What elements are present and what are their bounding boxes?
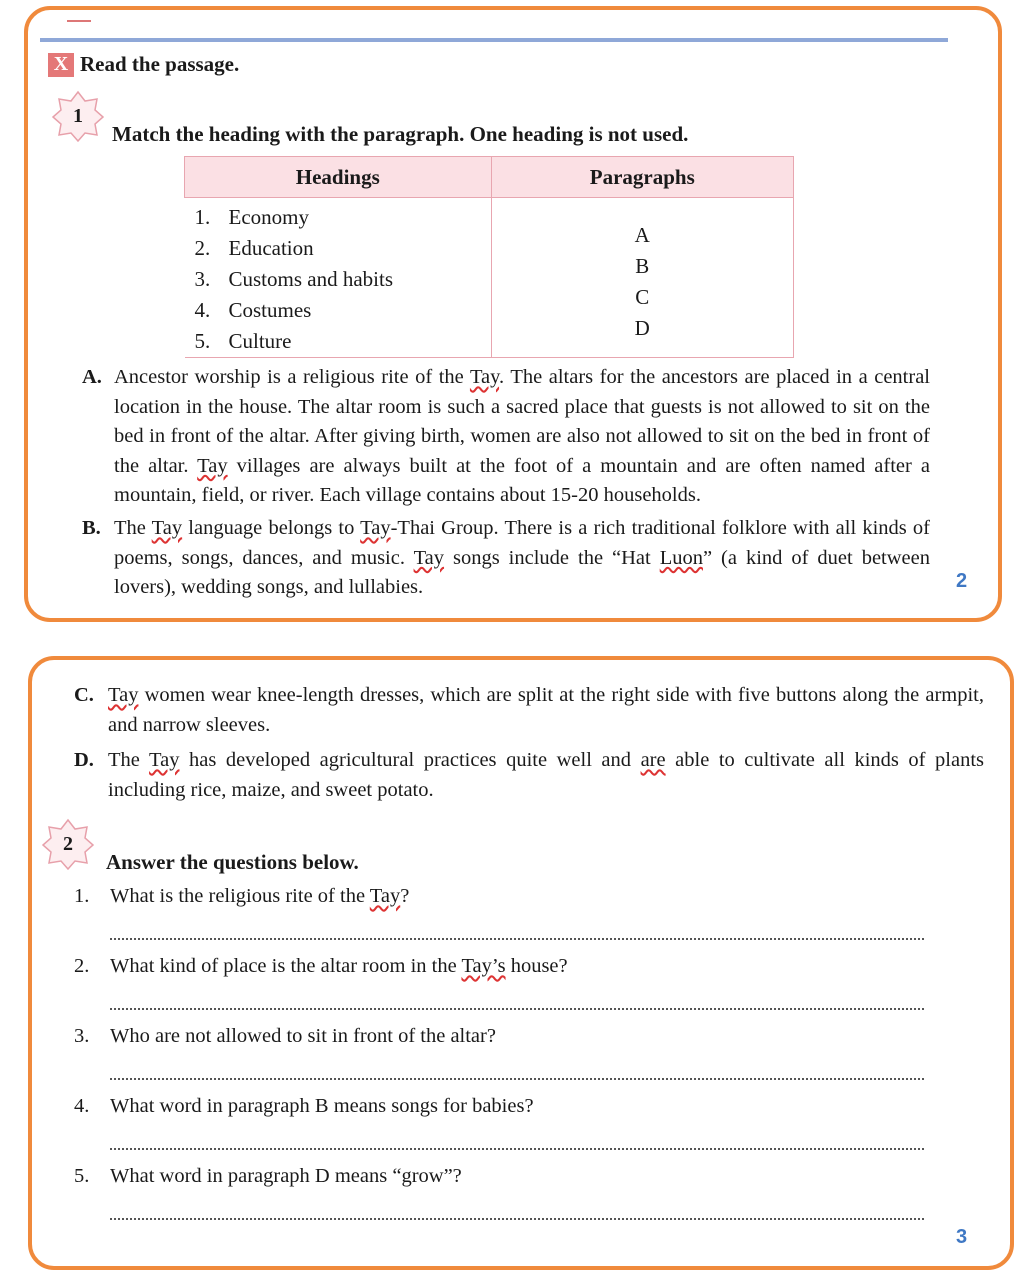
paragraph-d-label: D. — [74, 749, 94, 771]
paragraph-letter: B — [635, 254, 650, 278]
page-number: 2 — [956, 570, 968, 592]
paragraphs-column-header: Paragraphs — [491, 157, 794, 198]
matching-table — [184, 156, 794, 358]
answer-line[interactable] — [110, 936, 924, 940]
heading-item: 2. Education — [194, 236, 314, 260]
paragraph-letter: A — [634, 223, 650, 247]
task-1-instruction: Match the heading with the paragraph. One heading is not used. — [112, 122, 689, 146]
question-5: 5. What word in paragraph D means “grow”? — [74, 1165, 462, 1187]
paragraph-d-text: The Tay has developed agricultural practices quite well and are able to cultivate all kinds of plants including rice, maize, and sweet potato. — [108, 749, 984, 801]
section-title: Read the passage. — [80, 52, 240, 76]
answer-line[interactable] — [110, 1076, 924, 1080]
paragraph-a — [82, 363, 930, 511]
answer-line[interactable] — [110, 1216, 924, 1220]
question-1: 1. What is the religious rite of the Tay? — [74, 885, 410, 907]
section-heading — [48, 52, 239, 77]
paragraph-c-label: C. — [74, 684, 94, 706]
task-2-number: 2 — [63, 832, 73, 855]
question-3: 3. Who are not allowed to sit in front of the altar? — [74, 1025, 496, 1047]
task-2-badge — [42, 818, 94, 870]
paragraph-letter: C — [635, 285, 650, 309]
heading-item: 4. Costumes — [194, 298, 312, 322]
paragraph-a-text: Ancestor worship is a religious rite of the Tay. The altars for the ancestors are placed in a central location in the house. The altar room is such a sacred place that guests is not allowed to sit on the bed in front of the altar. After giving birth, women are also not allowed to sit on the bed in front of the altar. Tay villages are always built at the foot of a mountain and are often named after a mountain, field, or river. Each village contains about 15-20 households. — [114, 366, 930, 506]
heading-item: 3. Customs and habits — [194, 267, 394, 291]
header-rule — [40, 38, 948, 42]
paragraph-b-text: The Tay language belongs to Tay-Thai Group. There is a rich traditional folklore with all kinds of poems, songs, dances, and music. Tay songs include the “Hat Luon” (a kind of duet between lovers), wedding songs, and lullabies. — [114, 517, 930, 598]
section-badge: X — [48, 53, 74, 77]
paragraph-d — [74, 746, 984, 805]
paragraph-letter: D — [634, 316, 650, 340]
paragraph-b-label: B. — [82, 517, 101, 539]
answer-line[interactable] — [110, 1146, 924, 1150]
task-1-badge — [52, 90, 104, 142]
paragraph-c-text: Tay women wear knee-length dresses, which are split at the right side with five buttons along the armpit, and narrow sleeves. — [108, 684, 984, 736]
header-mark — [67, 20, 91, 22]
heading-item: 5. Culture — [194, 329, 292, 353]
task-2-instruction: Answer the questions below. — [106, 850, 359, 874]
paragraphs-cell — [491, 198, 794, 358]
answer-line[interactable] — [110, 1006, 924, 1010]
page-number: 3 — [956, 1226, 968, 1248]
heading-item: 1. Economy — [194, 205, 309, 229]
paragraph-a-label: A. — [82, 366, 102, 388]
headings-column-header: Headings — [185, 157, 492, 198]
question-2: 2. What kind of place is the altar room in the Tay’s house? — [74, 955, 568, 977]
headings-cell — [185, 198, 492, 358]
question-4: 4. What word in paragraph B means songs for babies? — [74, 1095, 534, 1117]
task-1-number: 1 — [73, 104, 83, 127]
paragraph-b — [82, 514, 930, 603]
paragraph-c — [74, 681, 984, 740]
